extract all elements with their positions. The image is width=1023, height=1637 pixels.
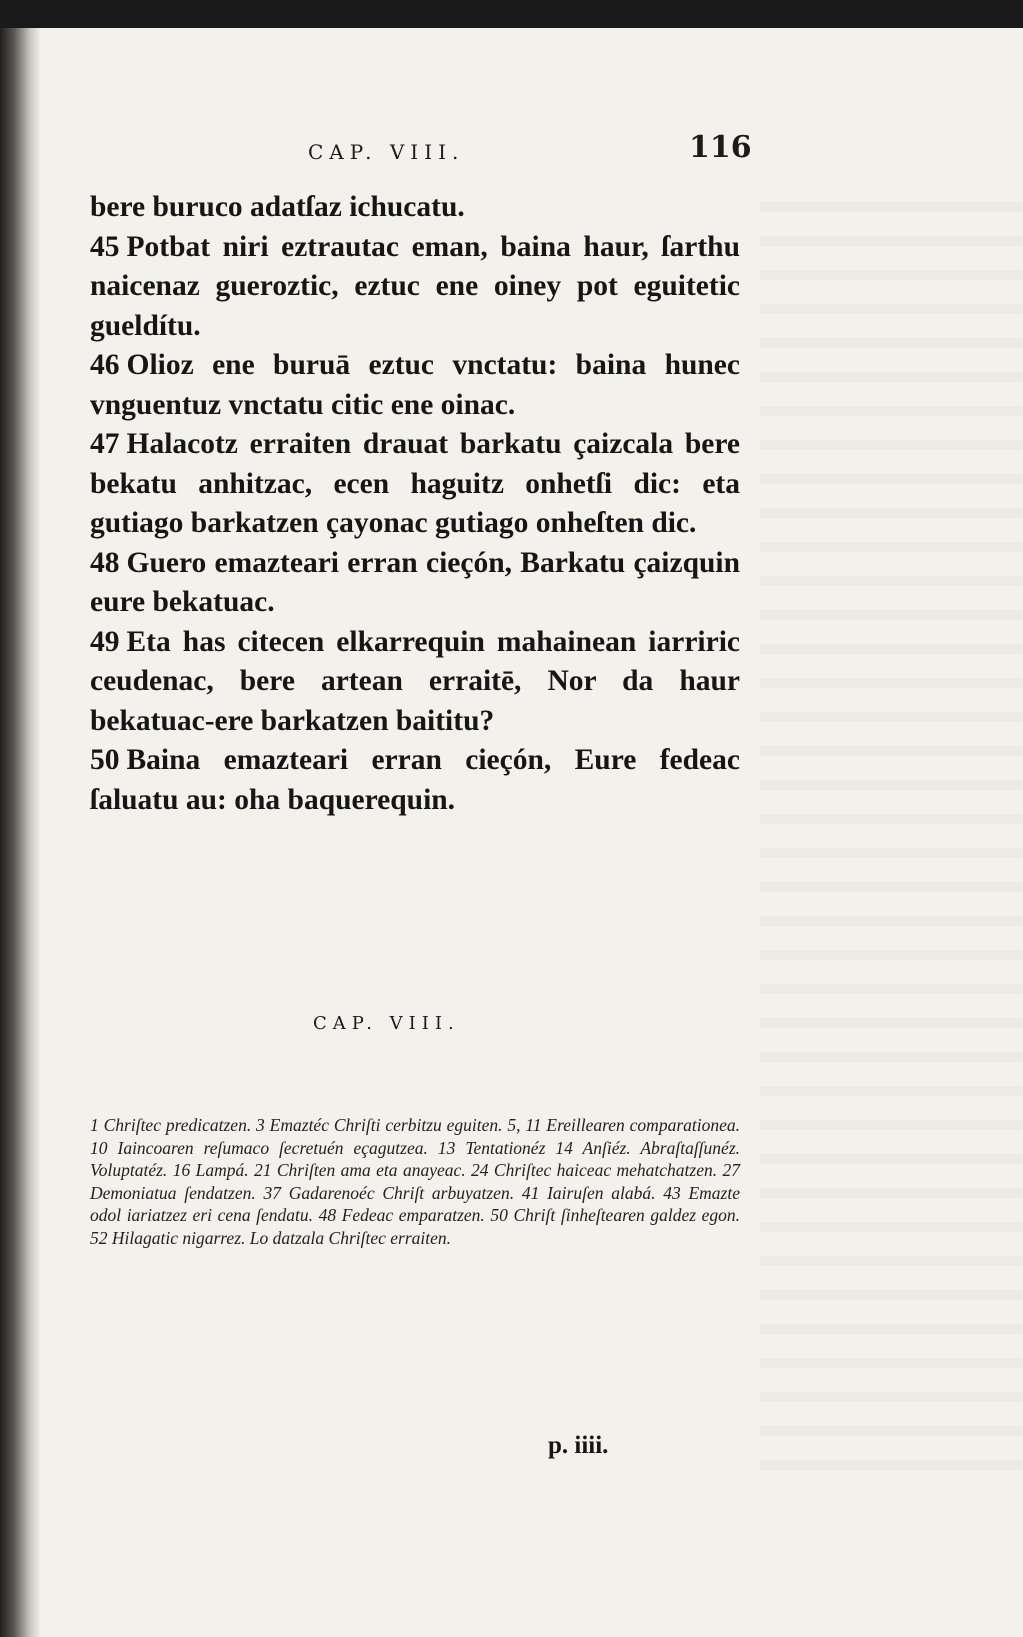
verse-number: 47	[90, 428, 120, 460]
signature-mark: p. iiii.	[548, 1432, 609, 1459]
verse-text: Halacotz erraiten drauat barkatu çaizcala bere bekatu anhitzac, ecen haguitz onhetſi dic: eta gutiago barkatzen çayonac gutiago onheſten dic.	[90, 428, 740, 539]
verse-text: Baina emazteari erran cieçón, Eure fedeac ſaluatu au: oha baquerequin.	[90, 744, 740, 816]
running-title: CAP. VIII.	[308, 140, 465, 164]
verse-text: Eta has citecen elkarrequin mahainean iarriric ceudenac, bere artean erraitē, Nor da haur bekatuac-ere barkatzen baititu?	[90, 625, 740, 737]
verse-45	[90, 228, 740, 347]
verse-50	[90, 741, 740, 820]
verse-number: 46	[90, 349, 120, 381]
show-through-text	[760, 178, 1023, 1478]
chapter-summary-heading: CAP. VIII.	[313, 1013, 460, 1034]
verse-number: 45	[90, 230, 120, 263]
verse-number: 50	[90, 744, 120, 776]
page-header	[0, 110, 1023, 170]
verse-text: Potbat niri eztrautac eman, baina haur, ſarthu naicenaz gueroztic, eztuc ene oiney pot eguitetic gueldítu.	[90, 230, 740, 342]
verse-49	[90, 623, 740, 742]
verse-text: bere buruco adatſaz ichucatu.	[90, 191, 465, 223]
book-page	[0, 28, 1023, 1637]
verse-text: Olioz ene buruā eztuc vnctatu: baina hunec vnguentuz vnctatu citic ene oinac.	[90, 349, 740, 421]
scripture-text	[90, 188, 740, 820]
verse-line	[90, 188, 740, 228]
verse-number: 48	[90, 546, 120, 579]
page-number: 116	[689, 130, 752, 165]
verse-48	[90, 544, 740, 623]
chapter-summary: 1 Chriſtec predicatzen. 3 Emaztéc Chriſti cerbitzu eguiten. 5, 11 Ereillearen comparationea. 10 Iaincoaren reſumaco ſecretuén eçagutzea. 13 Tentationéz 14 Anſiéz. Abraſtaſſunéz. Voluptatéz. 16 Lampá. 21 Chriſten ama eta anayeac. 24 Chriſtec haiceac mehatchatzen. 27 Demoniatua ſendatzen. 37 Gadarenoéc Chriſt arbuyatzen. 41 Iairuſen alabá. 43 Emazte odol iariatzez eri cena ſendatu. 48 Fedeac emparatzen. 50 Chriſt ſinheſtearen galdez egon. 52 Hilagatic nigarrez. Lo datzala Chriſtec erraiten.	[90, 1115, 740, 1248]
page-gutter-shadow	[0, 28, 40, 1637]
verse-46	[90, 346, 740, 425]
verse-text: Guero emazteari erran cieçón, Barkatu çaizquin eure bekatuac.	[90, 546, 740, 618]
verse-47	[90, 425, 740, 544]
verse-number: 49	[90, 625, 120, 658]
